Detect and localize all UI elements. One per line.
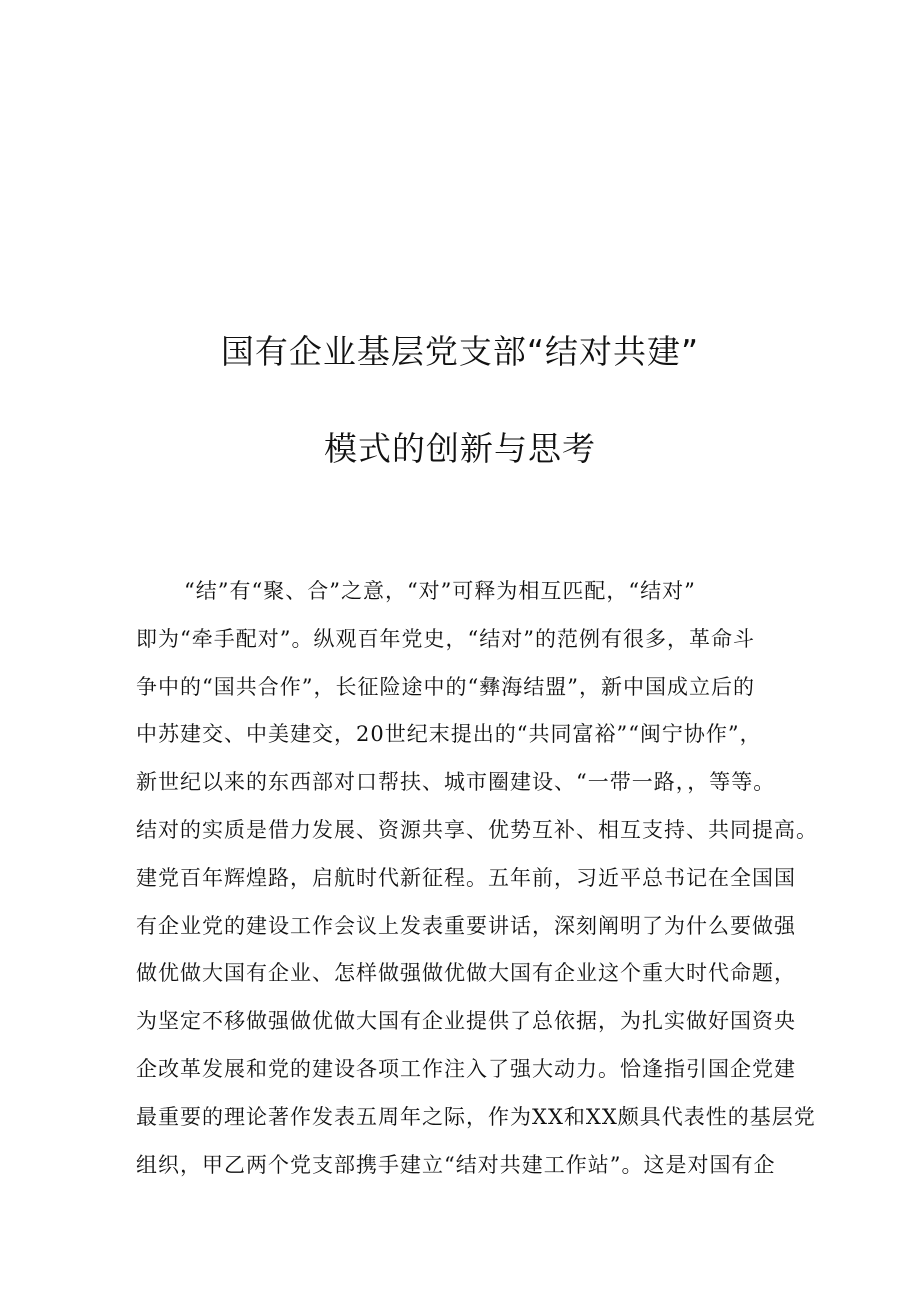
paragraph-line: 中苏建交、中美建交，20世纪末提出的“共同富裕”“闽宁协作”， <box>136 722 762 747</box>
document-title-line-1: 国有企业基层党支部“结对共建” <box>220 332 700 371</box>
document-title-line-2: 模式的创新与思考 <box>324 429 596 468</box>
body-paragraph <box>136 568 816 1189</box>
paragraph-line: 最重要的理论著作发表五周年之际，作为XX和XX颇具代表性的基层党 <box>136 1104 816 1129</box>
paragraph-line: 组织，甲乙两个党支部携手建立“结对共建工作站”。这是对国有企 <box>136 1152 776 1177</box>
paragraph-line: 为坚定不移做强做优做大国有企业提供了总依据，为扎实做好国资央 <box>136 1009 796 1034</box>
paragraph-line: 争中的“国共合作”，长征险途中的“彝海结盟”，新中国成立后的 <box>136 674 755 699</box>
paragraph-line: 即为“牵手配对”。纵观百年党史，“结对”的范例有很多，革命斗 <box>136 626 755 651</box>
paragraph-line: “结”有“聚、合”之意，“对”可释为相互匹配，“结对” <box>184 579 696 603</box>
paragraph-line: 建党百年辉煌路，启航时代新征程。五年前，习近平总书记在全国国 <box>136 865 796 890</box>
paragraph-line: 有企业党的建设工作会议上发表重要讲话，深刻阐明了为什么要做强 <box>136 913 796 938</box>
paragraph-line: 新世纪以来的东西部对口帮扶、城市圈建设、“一带一路，，等等。 <box>136 770 776 795</box>
paragraph-line: 结对的实质是借力发展、资源共享、优势互补、相互支持、共同提高。 <box>136 817 818 842</box>
paragraph-line: 企改革发展和党的建设各项工作注入了强大动力。恰逢指引国企党建 <box>136 1056 796 1081</box>
paragraph-line: 做优做大国有企业、怎样做强做优做大国有企业这个重大时代命题， <box>136 961 796 986</box>
